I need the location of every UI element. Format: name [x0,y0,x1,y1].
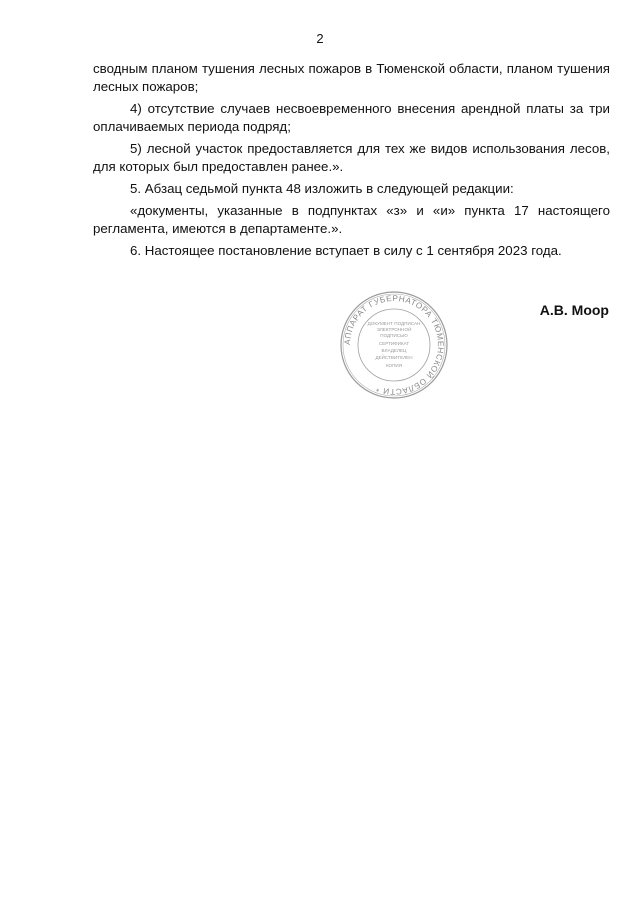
paragraph-clause-6: 6. Настоящее постановление вступает в силу с 1 сентября 2023 года. [130,243,562,258]
svg-text:АППАРАТ ГУБЕРНАТОРА ТЮМЕНСКОЙ: АППАРАТ ГУБЕРНАТОРА ТЮМЕНСКОЙ ОБЛАСТИ * [342,293,446,397]
svg-text:СЕРТИФИКАТ: СЕРТИФИКАТ [378,341,410,346]
paragraph-quoted-amendment: «документы, указанные в подпунктах «з» и «и» пункта 17 настоящего регламента, имеются в департаменте.». [93,203,610,236]
page-number: 2 [316,31,324,46]
svg-text:ДЕЙСТВИТЕЛЕН: ДЕЙСТВИТЕЛЕН [375,355,413,360]
signatory-name: А.В. Моор [539,302,609,318]
svg-text:ВЛАДЕЛЕЦ: ВЛАДЕЛЕЦ [381,348,407,353]
svg-text:ЭЛЕКТРОННОЙ: ЭЛЕКТРОННОЙ [376,327,412,332]
svg-text:КОПИЯ: КОПИЯ [385,363,403,368]
svg-text:ПОДПИСЬЮ: ПОДПИСЬЮ [380,333,408,338]
document-body [93,60,610,264]
paragraph-clause-5: 5. Абзац седьмой пункта 48 изложить в следующей редакции: [130,181,514,196]
paragraph-item-4: 4) отсутствие случаев несвоевременного внесения арендной платы за три оплачиваемых периода подряд; [93,101,610,134]
paragraph-item-5: 5) лесной участок предоставляется для тех же видов использования лесов, для которых был предоставлен ранее.». [93,141,610,174]
paragraph-continuation: сводным планом тушения лесных пожаров в Тюменской области, планом тушения лесных пожаров; [93,61,610,94]
svg-text:ДОКУМЕНТ ПОДПИСАН: ДОКУМЕНТ ПОДПИСАН [367,321,421,326]
official-seal-stamp [340,291,448,399]
